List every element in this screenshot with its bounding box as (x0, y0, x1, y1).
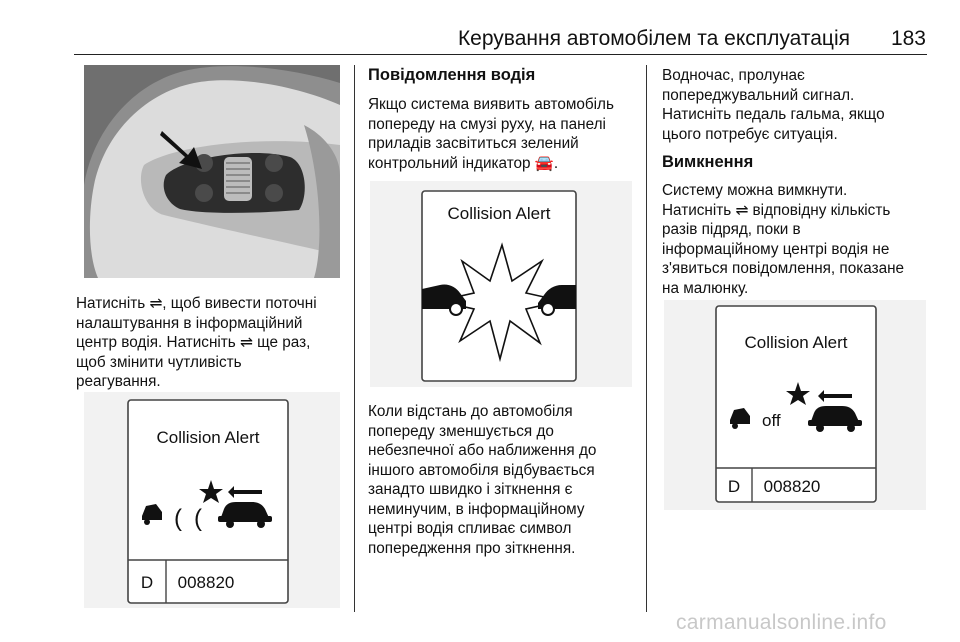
text-line: реагування. (76, 373, 161, 390)
text-line: попереду зменшується до (368, 422, 554, 440)
column-divider-left (354, 65, 355, 612)
text-line: цього потребує ситуація. (662, 125, 838, 143)
text-line: з'явиться повідомлення, показане (662, 260, 905, 277)
text-line: небезпечної або наближення до (368, 442, 597, 459)
header-divider (74, 54, 927, 55)
display-code-letter: D (727, 477, 741, 496)
section-heading-driver-messages: Повідомлення водія (368, 66, 536, 84)
left-column-text (76, 294, 351, 392)
text-line: налаштування в інформаційний (76, 314, 303, 332)
text-line: Натисніть ⇌, щоб вивести поточні (76, 295, 317, 312)
text-line: щоб змінити чутливість (76, 353, 242, 371)
page-number: 183 (890, 27, 926, 50)
middle-column-intro (368, 95, 643, 173)
text-line: попереду на смузі руху, на панелі (368, 115, 606, 133)
display-title: Collision Alert (156, 428, 260, 447)
middle-column-body (368, 402, 643, 558)
display-title: Collision Alert (744, 333, 848, 352)
text-line: Систему можна вимкнути. (662, 182, 848, 199)
status-off-label: off (762, 411, 781, 430)
text-line: Коли відстань до автомобіля (368, 403, 573, 420)
text-line: неминучим, в інформаційному (368, 500, 585, 518)
text-line: інформаційному центрі водія не (662, 240, 890, 258)
text-line: Натисніть педаль гальма, якщо (662, 106, 885, 123)
collision-alert-off-figure (664, 300, 926, 510)
collision-alert-sensitivity-figure (84, 392, 340, 608)
display-code-letter: D (140, 573, 154, 592)
display-title: Collision Alert (447, 204, 551, 223)
section-heading-turn-off: Вимкнення (662, 153, 754, 171)
right-column-body (662, 181, 937, 298)
text-line: приладів засвітиться зелений (368, 135, 579, 152)
column-divider-right (646, 65, 647, 612)
page-header-title: Керування автомобілем та експлуатація (457, 27, 850, 50)
display-code-number: 008820 (177, 573, 235, 592)
watermark: carmanualsonline.info (676, 611, 887, 634)
text-line: центр водія. Натисніть ⇌ ще раз, (76, 334, 311, 351)
sensitivity-wave-icon: ( (194, 505, 202, 532)
text-line: попередження про зіткнення. (368, 539, 576, 557)
sensitivity-wave-icon: ( (174, 505, 182, 532)
right-column-top-text (662, 66, 937, 144)
display-code-number: 008820 (763, 477, 821, 496)
steering-wheel-figure (84, 65, 340, 278)
collision-alert-warning-figure (370, 181, 632, 387)
text-line: Натисніть ⇌ відповідну кількість (662, 201, 891, 219)
text-line: попереджувальний сигнал. (662, 86, 855, 104)
text-line: разів підряд, поки в (662, 221, 801, 238)
text-line: на малюнку. (662, 279, 749, 297)
text-line: іншого автомобіля відбувається (368, 461, 595, 479)
text-line: контрольний індикатор 🚘. (368, 154, 559, 172)
text-line: Водночас, пролунає (662, 67, 805, 84)
text-line: Якщо система виявить автомобіль (368, 96, 614, 113)
text-line: занадто швидко і зіткнення є (368, 481, 573, 498)
text-line: центрі водія спливає символ (368, 520, 572, 537)
